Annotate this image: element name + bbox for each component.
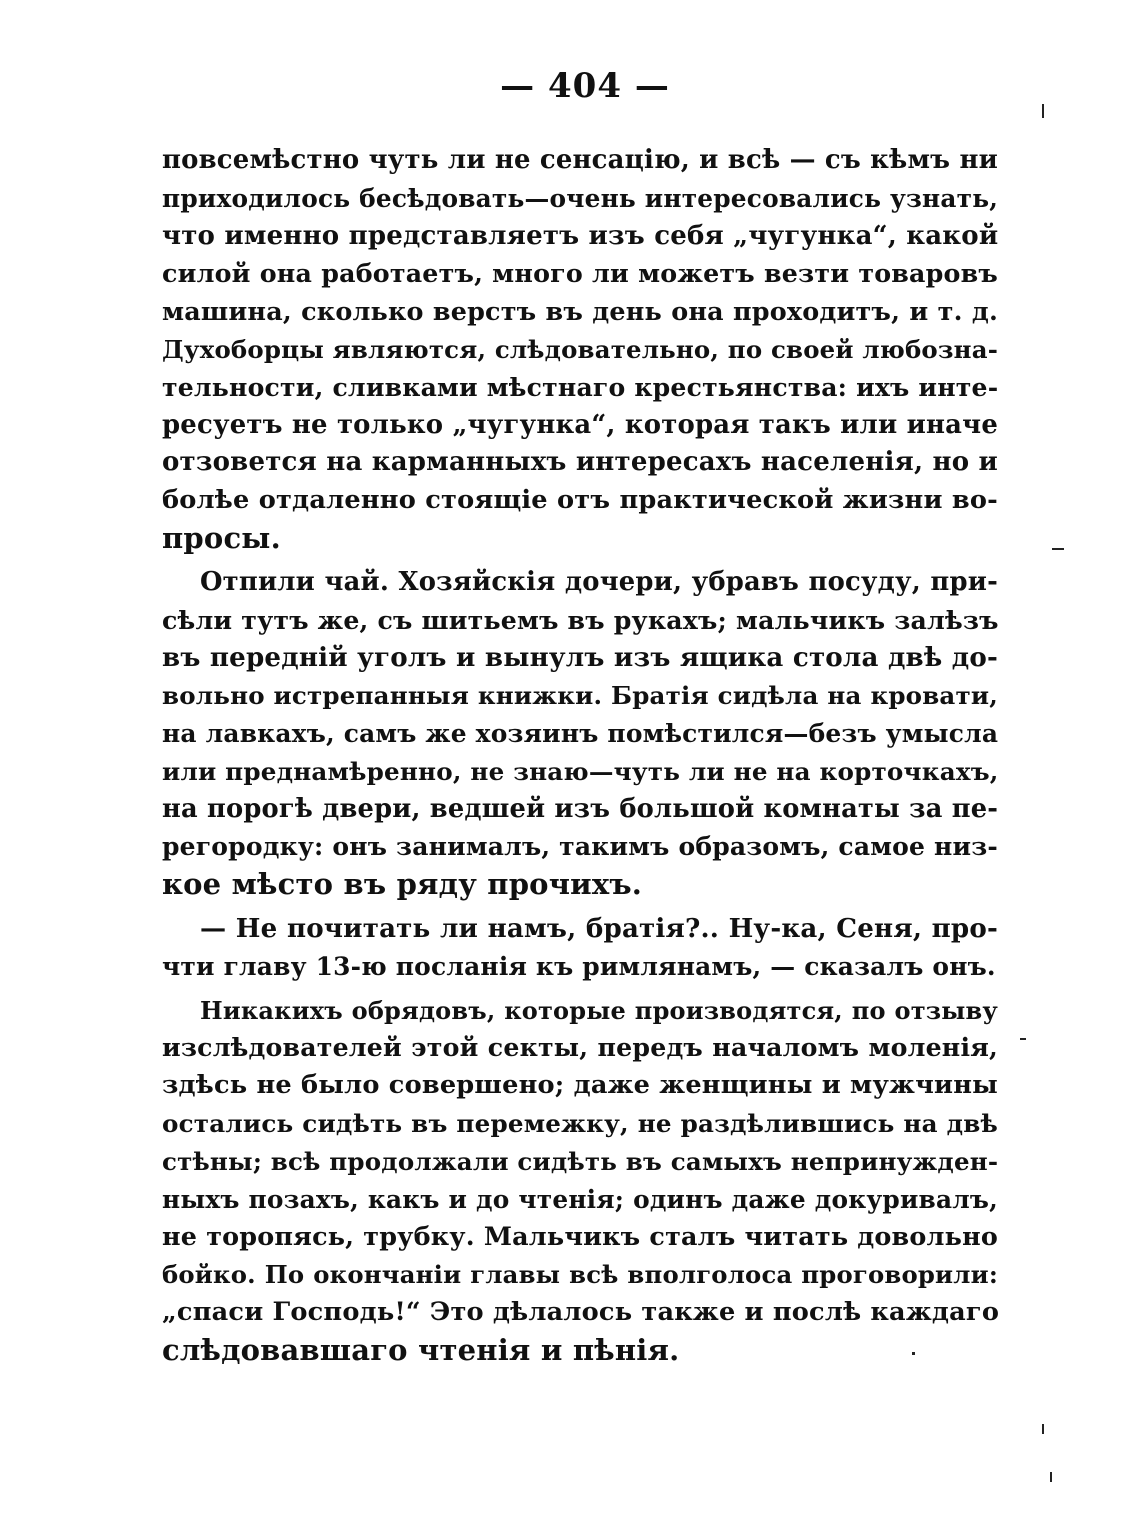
page-number: — 404 — [500, 66, 670, 106]
text-line: или преднамѣренно, не знаю—чуть ли не на корточкахъ, [162, 756, 999, 786]
text-line: тельности, сливками мѣстнаго крестьянства: ихъ инте- [162, 371, 999, 402]
paragraph-2 [162, 564, 998, 904]
text-line: повсемѣстно чуть ли не сенсацію, и всѣ — съ кѣмъ ни [162, 145, 998, 175]
text-line: чти главу 13-ю посланія къ римлянамъ, — сказалъ онъ. [162, 951, 996, 981]
paragraph-3 [162, 910, 998, 986]
text-line: остались сидѣть въ перемежку, не раздѣлившись на двѣ [162, 1108, 998, 1138]
text-line: силой она работаетъ, много ли можетъ везти товаровъ [162, 258, 998, 289]
text-line: машина, сколько верстъ въ день она проходитъ, и т. д. [162, 296, 998, 327]
text-line: не торопясь, трубку. Мальчикъ сталъ читать довольно [162, 1221, 998, 1252]
text-line: ныхъ позахъ, какъ и до чтенія; одинъ даже докуривалъ, [162, 1184, 998, 1214]
scan-speck [1042, 1424, 1044, 1434]
text-line: Духоборцы являются, слѣдовательно, по своей любозна- [162, 334, 999, 364]
text-line: что именно представляетъ изъ себя „чугунка“, какой [162, 220, 999, 251]
paragraph-1 [162, 142, 998, 558]
scan-speck [1050, 1472, 1052, 1482]
scan-speck [912, 1352, 915, 1355]
scan-speck [1042, 104, 1044, 118]
text-line: здѣсь не было совершено; даже женщины и мужчины [162, 1070, 998, 1101]
scan-speck [1020, 1038, 1026, 1040]
scan-speck [1052, 548, 1064, 550]
text-line: болѣе отдаленно стоящіе отъ практической жизни во- [162, 485, 998, 516]
text-line: — Не почитать ли намъ, братія?.. Ну-ка, Сеня, про- [200, 912, 998, 944]
text-line: изслѣдователей этой секты, передъ началомъ моленія, [162, 1032, 998, 1063]
text-line: слѣдовавшаго чтенія и пѣнія. [162, 1332, 680, 1367]
text-line: на порогѣ двери, ведшей изъ большой комнаты за пе- [162, 793, 999, 824]
text-line: на лавкахъ, самъ же хозяинъ помѣстился—безъ умысла [162, 718, 999, 748]
text-line: просы. [162, 520, 281, 555]
text-line: приходилось бесѣдовать—очень интересовались узнать, [162, 183, 999, 213]
text-line: въ передній уголъ и вынулъ изъ ящика стола двѣ до- [162, 642, 998, 674]
text-line: отзовется на карманныхъ интересахъ населенія, но и [162, 447, 998, 478]
text-line: Отпили чай. Хозяйскія дочери, убравъ посуду, при- [200, 566, 998, 597]
text-line: сѣли тутъ же, съ шитьемъ въ рукахъ; мальчикъ залѣзъ [162, 604, 999, 635]
text-line: ресуетъ не только „чугунка“, которая такъ или иначе [162, 409, 998, 440]
text-line: регородку: онъ занималъ, такимъ образомъ, самое низ- [162, 832, 998, 862]
text-line: стѣны; всѣ продолжали сидѣть въ самыхъ непринужден- [162, 1146, 999, 1176]
paragraph-4 [162, 992, 998, 1370]
text-line: „спаси Господь!“ Это дѣлалось также и послѣ каждаго [162, 1296, 1000, 1327]
body-text [162, 142, 998, 1370]
text-line: вольно истрепанныя книжки. Братія сидѣла на кровати, [162, 681, 998, 711]
text-line: кое мѣсто въ ряду прочихъ. [162, 867, 643, 902]
text-line: бойко. По окончаніи главы всѣ вполголоса проговорили: [162, 1260, 998, 1290]
text-line: Никакихъ обрядовъ, которые производятся, по отзыву [200, 995, 998, 1025]
